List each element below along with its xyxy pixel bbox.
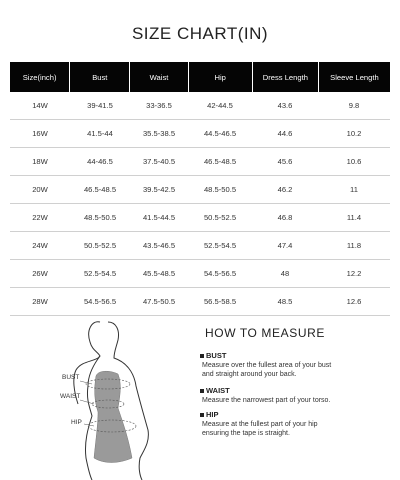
table-cell: 28W: [32, 297, 48, 306]
table-cell: 11.4: [346, 213, 362, 222]
table-cell: 39.5-42.5: [142, 185, 176, 194]
table-cell: 26W: [32, 269, 48, 278]
bullet-icon: [200, 354, 204, 358]
table-cell: 37.5-40.5: [142, 157, 176, 166]
measure-head-waist: WAIST: [206, 386, 230, 395]
table-row: [10, 260, 390, 288]
table-cell: 48.5-50.5: [203, 185, 237, 194]
measure-desc-bust-line1: Measure over the fullest area of your bust: [202, 362, 332, 369]
table-cell: 44.5-46.5: [203, 129, 237, 138]
table-cell: 10.6: [346, 157, 362, 166]
table-cell: 56.5-58.5: [203, 297, 237, 306]
table-cell: 46.2: [277, 185, 293, 194]
table-cell: 22W: [32, 213, 48, 222]
table-cell: 12.6: [346, 297, 362, 306]
table-cell: 52.5-54.5: [203, 241, 237, 250]
header-bust: Bust: [70, 62, 130, 92]
table-row: [10, 204, 390, 232]
table-row: [10, 232, 390, 260]
table-cell: 41.5-44.5: [142, 213, 176, 222]
table-cell: 35.5-38.5: [142, 129, 176, 138]
table-cell: 50.5-52.5: [203, 213, 237, 222]
header-hip: Hip: [189, 62, 253, 92]
table-cell: 33-36.5: [146, 101, 172, 110]
table-cell: 9.8: [348, 101, 360, 110]
header-waist: Waist: [130, 62, 188, 92]
measure-desc-waist-line1: Measure the narrowest part of your torso.: [202, 397, 331, 404]
table-row: [10, 148, 390, 176]
table-cell: 52.5-54.5: [83, 269, 117, 278]
table-cell: 43.5-46.5: [142, 241, 176, 250]
header-dress-length: Dress Length: [253, 62, 319, 92]
table-cell: 24W: [32, 241, 48, 250]
table-cell: 10.2: [346, 129, 362, 138]
measure-desc-hip-line2: ensuring the tape is straight.: [202, 430, 290, 437]
measure-item-bust: [200, 351, 395, 379]
table-cell: 16W: [32, 129, 48, 138]
header-size: Size(inch): [10, 62, 70, 92]
table-cell: 39-41.5: [87, 101, 113, 110]
table-cell: 54.5-56.5: [203, 269, 237, 278]
figure-label-bust: BUST: [62, 374, 80, 381]
table-cell: 44-46.5: [87, 157, 113, 166]
table-cell: 42-44.5: [207, 101, 233, 110]
figure-label-hip: HIP: [71, 419, 82, 426]
table-cell: 11: [350, 185, 358, 194]
table-cell: 48: [280, 269, 290, 278]
bullet-icon: [200, 413, 204, 417]
table-cell: 45.5-48.5: [142, 269, 176, 278]
page-title: SIZE CHART(IN): [131, 24, 269, 43]
header-sleeve-length: Sleeve Length: [330, 72, 379, 82]
table-header-row: [10, 62, 390, 92]
table-cell: 48.5-50.5: [83, 213, 117, 222]
table-cell: 47.5-50.5: [142, 297, 176, 306]
table-cell: 54.5-56.5: [83, 297, 117, 306]
table-cell: 12.2: [346, 269, 362, 278]
measure-item-waist: [200, 386, 395, 405]
table-cell: 45.6: [277, 157, 293, 166]
table-cell: 20W: [32, 185, 48, 194]
measure-desc-bust-line2: and straight around your back.: [202, 371, 297, 378]
table-row: [10, 176, 390, 204]
table-row: [10, 92, 390, 120]
table-cell: 44.6: [277, 129, 293, 138]
table-cell: 47.4: [277, 241, 293, 250]
size-chart-table: [10, 62, 390, 316]
table-cell: 11.8: [346, 241, 362, 250]
table-cell: 48.5: [277, 297, 293, 306]
dress-shape-icon: [94, 371, 132, 462]
table-cell: 46.5-48.5: [83, 185, 117, 194]
measure-desc-hip-line1: Measure at the fullest part of your hip: [202, 421, 318, 428]
table-cell: 46.5-48.5: [203, 157, 237, 166]
table-cell: 18W: [32, 157, 48, 166]
table-cell: 14W: [32, 101, 48, 110]
figure-label-waist: WAIST: [60, 393, 81, 400]
table-cell: 46.8: [277, 213, 293, 222]
measure-head-hip: HIP: [206, 410, 219, 419]
table-cell: 50.5-52.5: [83, 241, 117, 250]
measure-head-bust: BUST: [206, 351, 227, 360]
table-body: [10, 92, 390, 316]
measure-item-hip: [200, 410, 395, 438]
table-cell: 43.6: [277, 101, 293, 110]
table-row: [10, 120, 390, 148]
bullet-icon: [200, 389, 204, 393]
how-to-measure-title: HOW TO MEASURE: [205, 326, 325, 340]
table-cell: 41.5-44: [87, 129, 113, 138]
